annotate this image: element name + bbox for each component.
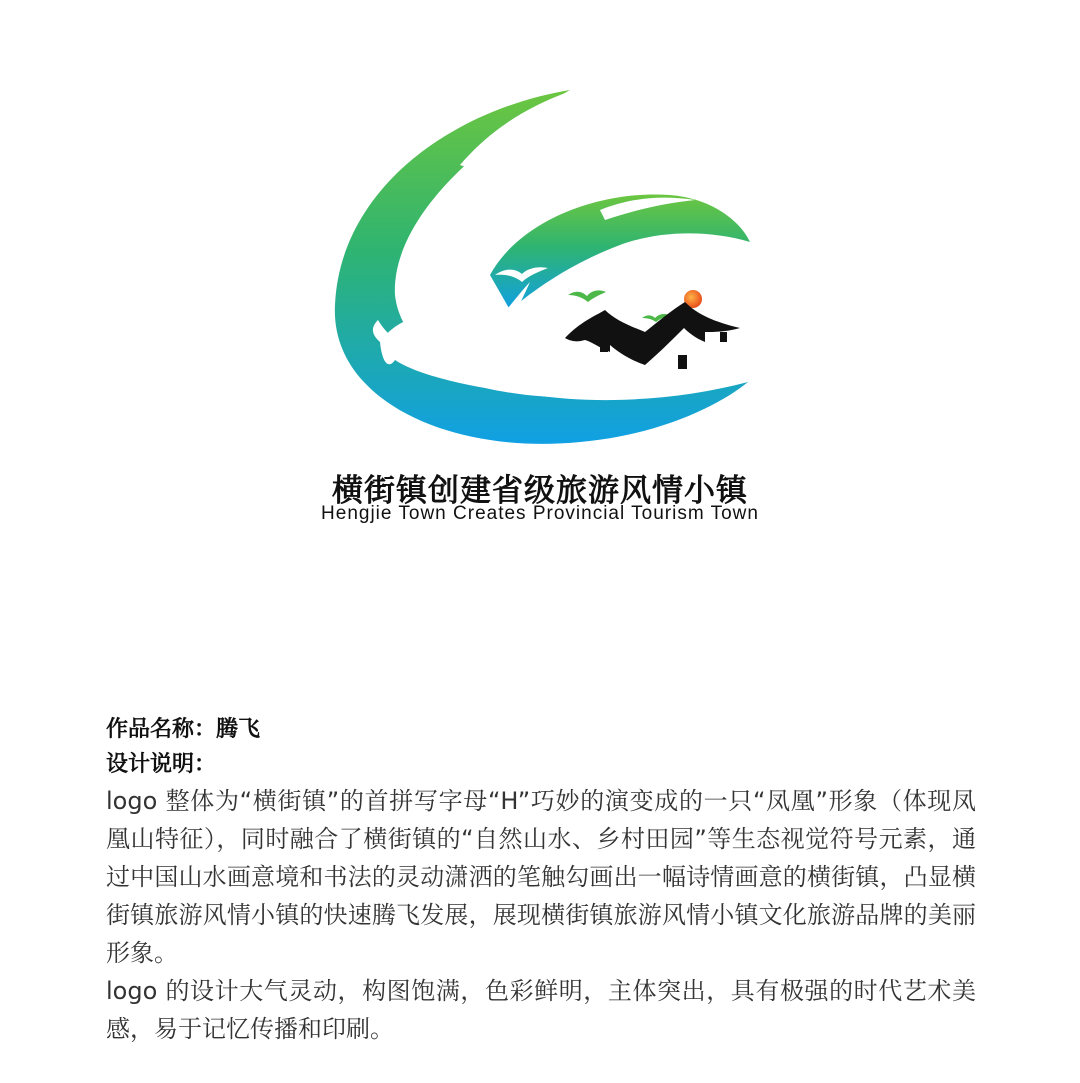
house-door-3 xyxy=(720,332,727,342)
house-door-1 xyxy=(600,342,608,352)
description-section xyxy=(106,712,976,1048)
rooftops-icon xyxy=(565,302,740,365)
logo-emblem xyxy=(300,70,780,460)
design-paragraph-2: logo 的设计大气灵动，构图饱满，色彩鲜明，主体突出，具有极强的时代艺术美感，易于记忆传播和印刷。 xyxy=(106,977,976,1043)
logo-subtitle: Hengjie Town Creates Provincial Tourism Town xyxy=(321,503,759,524)
work-name: 作品名称：腾飞 xyxy=(106,717,261,742)
house-door-2 xyxy=(678,355,687,369)
bird-icon-2 xyxy=(568,290,606,302)
logo-title: 横街镇创建省级旅游风情小镇 xyxy=(332,473,748,509)
phoenix-logo-graphic xyxy=(300,70,780,460)
design-paragraph-1: logo 整体为“横街镇”的首拼写字母“H”巧妙的演变成的一只“凤凰”形象（体现凤凰山特征），同时融合了横街镇的“自然山水、乡村田园”等生态视觉符号元素，通过中国山水画意境和书法的灵动潇洒的笔触勾画出一幅诗情画意的横街镇，凸显横街镇旅游风情小镇的快速腾飞发展，展现横街镇旅游风情小镇文化旅游品牌的美丽形象。 xyxy=(106,787,976,967)
design-notes-label: 设计说明： xyxy=(106,752,217,777)
